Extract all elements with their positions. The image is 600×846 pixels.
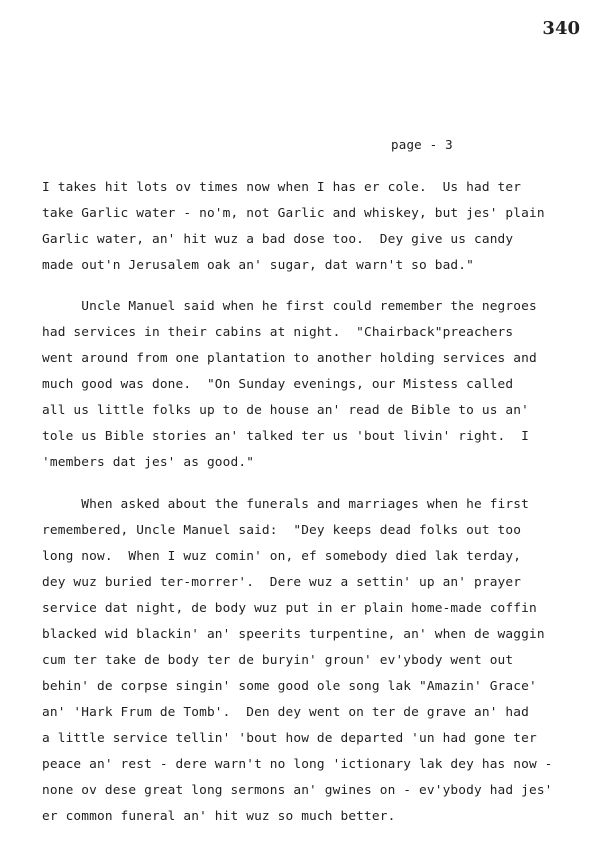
text-line: I takes hit lots ov times now when I has er cole. Us had ter <box>42 180 522 195</box>
text-line: all us little folks up to de house an' read de Bible to us an' <box>42 403 529 418</box>
text-line: cum ter take de body ter de buryin' groun' ev'ybody went out <box>42 653 514 668</box>
text-line: much good was done. "On Sunday evenings, our Mistess called <box>42 377 514 392</box>
text-line: long now. When I wuz comin' on, ef somebody died lak terday, <box>42 549 522 564</box>
text-line: Garlic water, an' hit wuz a bad dose too. Dey give us candy <box>42 232 514 247</box>
text-line: dey wuz buried ter-morrer'. Dere wuz a settin' up an' prayer <box>42 575 522 590</box>
text-line: service dat night, de body wuz put in er plain home-made coffin <box>42 601 537 616</box>
text-line: tole us Bible stories an' talked ter us 'bout livin' right. I <box>42 429 529 444</box>
text-line: 'members dat jes' as good." <box>42 455 255 470</box>
text-line: none ov dese great long sermons an' gwines on - ev'ybody had jes' <box>42 783 553 798</box>
text-line: made out'n Jerusalem oak an' sugar, dat warn't so bad." <box>42 258 474 273</box>
text-line: an' 'Hark Frum de Tomb'. Den dey went on ter de grave an' had <box>42 705 529 720</box>
text-line: remembered, Uncle Manuel said: "Dey keeps dead folks out too <box>42 523 522 538</box>
text-line: take Garlic water - no'm, not Garlic and whiskey, but jes' plain <box>42 206 545 221</box>
text-line: went around from one plantation to another holding services and <box>42 351 537 366</box>
text-line: behin' de corpse singin' some good ole song lak "Amazin' Grace' <box>42 679 537 694</box>
text-line: blacked wid blackin' an' speerits turpentine, an' when de waggin <box>42 627 545 642</box>
text-line: er common funeral an' hit wuz so much better. <box>42 809 396 824</box>
text-line: had services in their cabins at night. "Chairback"preachers <box>42 325 514 340</box>
text-line: a little service tellin' 'bout how de departed 'un had gone ter <box>42 731 537 746</box>
text-line: When asked about the funerals and marriages when he first <box>42 497 529 512</box>
page-label: page - 3 <box>391 137 453 152</box>
text-line: Uncle Manuel said when he first could remember the negroes <box>42 299 537 314</box>
text-line: peace an' rest - dere warn't no long 'ictionary lak dey has now - <box>42 757 553 772</box>
page-number-stamp: 340 <box>542 18 580 39</box>
